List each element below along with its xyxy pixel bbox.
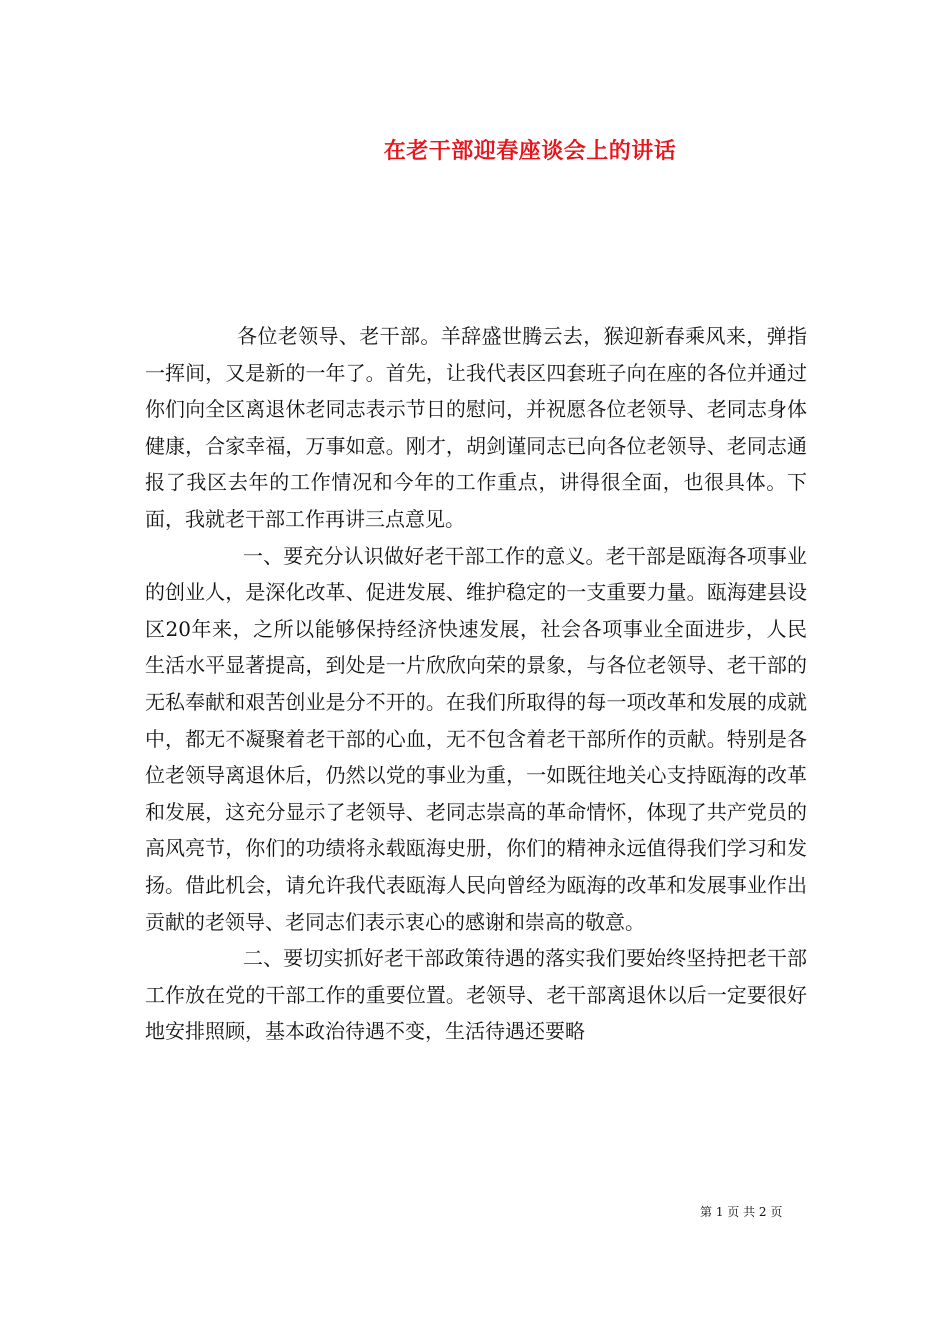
paragraph-point-one: 一、要充分认识做好老干部工作的意义。老干部是瓯海各项事业的创业人，是深化改革、促进发展、维护稳定的一支重要力量。瓯海建县设区20年来，之所以能够保持经济快速发展，社会各项事业全面进步，人民生活水平显著提高，到处是一片欣欣向荣的景象，与各位老领导、老干部的无私奉献和艰苦创业是分不开的。在我们所取得的每一项改革和发展的成就中，都无不凝聚着老干部的心血，无不包含着老干部所作的贡献。特别是各位老领导离退休后，仍然以党的事业为重，一如既往地关心支持瓯海的改革和发展，这充分显示了老领导、老同志崇高的革命情怀，体现了共产党员的高风亮节，你们的功绩将永载瓯海史册，你们的精神永远值得我们学习和发扬。借此机会，请允许我代表瓯海人民向曾经为瓯海的改革和发展事业作出贡献的老领导、老同志们表示衷心的感谢和崇高的敬意。 (145, 543, 807, 934)
paragraph-point-two: 二、要切实抓好老干部政策待遇的落实我们要始终坚持把老干部工作放在党的干部工作的重要位置。老领导、老干部离退休以后一定要很好地安排照顾，基本政治待遇不变，生活待遇还要略 (145, 946, 807, 1044)
page-number-footer: 第 1 页 共 2 页 (700, 1205, 783, 1219)
document-title: 在老干部迎春座谈会上的讲话 (383, 138, 677, 164)
paragraph-greeting: 各位老领导、老干部。羊辞盛世腾云去，猴迎新春乘风来，弹指一挥间，又是新的一年了。首先，让我代表区四套班子向在座的各位并通过你们向全区离退休老同志表示节日的慰问，并祝愿各位老领导、老同志身体健康，合家幸福，万事如意。刚才，胡剑谨同志已向各位老领导、老同志通报了我区去年的工作情况和今年的工作重点，讲得很全面，也很具体。下面，我就老干部工作再讲三点意见。 (145, 324, 807, 531)
document-body (145, 318, 807, 1050)
